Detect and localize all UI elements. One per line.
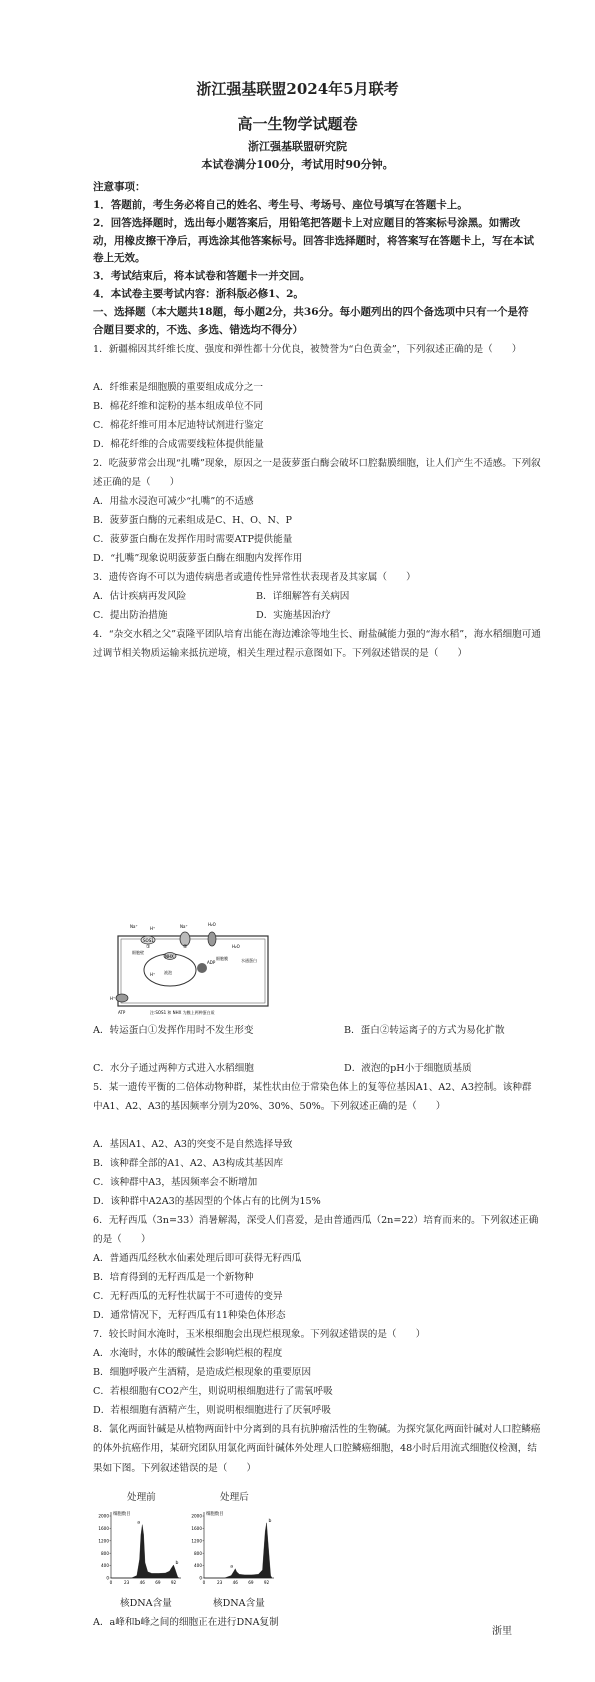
x-tick-label: 92 [263, 1580, 270, 1585]
notice-item-3: 3．考试结束后，将本试卷和答题卡一并交回。 [93, 270, 311, 282]
q5-stem: 5．某一遗传平衡的二倍体动物种群，某性状由位于常染色体上的复等位基因A1、A2、A3控制。该种群中A1、A2、A3的基因频率分别为20%、30%、50%。下列叙述正确的是（ ） [93, 1082, 532, 1113]
aquaporin-protein [208, 932, 216, 946]
atp-circle [197, 963, 207, 973]
xlabel-after: 核DNA含量 [213, 1598, 265, 1609]
q2-stem: 2．吃菠萝常会出现“扎嘴”现象，原因之一是菠萝蛋白酶会破坏口腔黏膜细胞，让人们产生不适感。下列叙述正确的是（ ） [93, 458, 541, 489]
peak-label-b: b [175, 1560, 179, 1566]
q4-stem: 4．“杂交水稻之父”袁隆平团队培育出能在海边滩涂等地生长、耐盐碱能力强的“海水稻”，海水稻细胞可通过调节相关物质运输来抵抗逆境，相关生理过程示意图如下。下列叙述错误的是（ ） [93, 629, 541, 660]
protein-label: 水通蛋白 [241, 958, 257, 963]
q8-stem: 8．氯化两面针碱是从植物两面针中分离到的具有抗肿瘤活性的生物碱。为探究氯化两面针碱对人口腔鳞癌的体外抗癌作用，某研究团队用氯化两面针碱体外处理人口腔鳞癌细胞，48小时后用流式细胞仪检测，结果如下图。下列叙述错误的是（ ） [93, 1424, 541, 1474]
q7-option-b: B．细胞呼吸产生酒精，是造成烂根现象的重要原因 [93, 1367, 312, 1378]
chart-title-before: 处理前 [127, 1492, 156, 1503]
na-label-2: Na⁺ [180, 924, 188, 929]
q4-option-d: D．液泡的pH小于细胞质基质 [344, 1063, 472, 1074]
q3-option-c: C．提出防治措施 [93, 610, 168, 621]
chart-before [95, 1508, 185, 1590]
q1-option-b: B．棉花纤维和淀粉的基本组成单位不同 [93, 401, 264, 412]
sos1-label: SOS1 [143, 938, 154, 943]
peak-label-a: a [230, 1564, 234, 1570]
q1-option-a: A．纤维素是细胞膜的重要组成成分之一 [93, 382, 264, 393]
vacuole-label: 液泡 [164, 970, 172, 975]
y-tick-label: 1600 [191, 1526, 202, 1531]
q6-option-d: D．通常情况下，无籽西瓜有11种染色体形态 [93, 1310, 286, 1321]
q6-option-a: A．普通西瓜经秋水仙素处理后即可获得无籽西瓜 [93, 1253, 302, 1264]
q2-option-c: C．菠萝蛋白酶在发挥作用时需要ATP提供能量 [93, 534, 293, 545]
y-tick-label: 2000 [98, 1513, 109, 1519]
x-tick-label: 46 [139, 1580, 145, 1585]
adp-label: ADP [207, 960, 216, 965]
q2-option-d: D．“扎嘴”现象说明菠萝蛋白酶在细胞内发挥作用 [93, 553, 303, 564]
q3-stem: 3．遗传咨询不可以为遗传病患者或遗传性异常性状表现者及其家属（ ） [93, 572, 416, 583]
histogram-area [111, 1525, 179, 1578]
q4-option-b: B．蛋白②转运离子的方式为易化扩散 [344, 1025, 505, 1036]
q4-option-c: C．水分子通过两种方式进入水稻细胞 [93, 1063, 254, 1074]
x-tick-label: 23 [123, 1580, 130, 1585]
histogram-area [204, 1523, 272, 1578]
peak-label-a: a [137, 1520, 141, 1526]
section-heading: 一、选择题（本大题共18题，每小题2分，共36分。每小题列出的四个备选项中只有一个是符合题目要求的，不选、多选、错选均不得分） [93, 306, 529, 336]
y-tick-label: 800 [194, 1550, 202, 1556]
y-axis-label: 细胞数目 [113, 1512, 131, 1517]
hplus-label-1: H⁺ [150, 926, 156, 931]
y-tick-label: 1200 [191, 1538, 202, 1544]
notice-item-2: 2．回答选择题时，选出每小题答案后，用铅笔把答题卡上对应题目的答案标号涂黑。如需改动，用橡皮擦干净后，再选涂其他答案标号。回答非选择题时，将答案写在答题卡上，写在本试卷上无效。 [93, 217, 534, 264]
x-tick-label: 69 [155, 1580, 161, 1585]
wall-label: 细胞壁 [132, 950, 144, 955]
y-tick-label: 400 [194, 1563, 202, 1569]
y-tick-label: 400 [101, 1563, 109, 1569]
cell-wall-outline [118, 936, 268, 1006]
marker-1: ① [146, 944, 151, 950]
y-tick-label: 800 [101, 1550, 109, 1556]
q4-option-a: A．转运蛋白①发挥作用时不发生形变 [93, 1025, 254, 1036]
q5-option-a: A．基因A1、A2、A3的突变不是自然选择导致 [93, 1139, 293, 1150]
q7-stem: 7．较长时间水淹时，玉米根细胞会出现烂根现象。下列叙述错误的是（ ） [93, 1329, 426, 1340]
q1-option-c: C．棉花纤维可用本尼迪特试剂进行鉴定 [93, 420, 264, 431]
hplus-label-3: H⁺ [110, 996, 116, 1001]
x-tick-label: 46 [232, 1580, 238, 1585]
y-tick-label: 1200 [98, 1538, 109, 1544]
chart-title-after: 处理后 [220, 1492, 249, 1503]
q4-diagram [110, 912, 280, 1020]
cell-membrane-outline [121, 939, 265, 1003]
q5-option-b: B．该种群全部的A1、A2、A3构成其基因库 [93, 1158, 284, 1169]
y-tick-label: 0 [199, 1575, 202, 1581]
h2o-label-1: H₂O [208, 922, 216, 927]
h2o-label-2: H₂O [232, 944, 240, 949]
y-tick-label: 2000 [191, 1513, 202, 1519]
membrane-label: 细胞膜 [216, 956, 228, 961]
diagram-caption: 注:SOS1 和 NHX 为膜上两种蛋白质 [150, 1010, 215, 1015]
q2-option-b: B．菠萝蛋白酶的元素组成是C、H、O、N、P [93, 515, 292, 526]
page-footer: 浙里 [492, 1626, 512, 1637]
q5-option-d: D．该种群中A2A3的基因型的个体占有的比例为15% [93, 1196, 321, 1207]
atp-label: ATP [118, 1010, 126, 1015]
x-tick-label: 23 [216, 1580, 223, 1585]
q7-option-c: C．若根细胞有CO2产生，则说明根细胞进行了需氧呼吸 [93, 1386, 333, 1397]
q3-option-d: D．实施基因治疗 [256, 610, 331, 621]
h-pump-protein [116, 994, 128, 1002]
q6-stem: 6．无籽西瓜（3n=33）消暑解渴，深受人们喜爱，是由普通西瓜（2n=22）培育而来的。下列叙述正确的是（ ） [93, 1215, 539, 1246]
q7-option-a: A．水淹时，水体的酸碱性会影响烂根的程度 [93, 1348, 283, 1359]
hplus-label-2: H⁺ [150, 972, 156, 977]
q1-option-d: D．棉花纤维的合成需要线粒体提供能量 [93, 439, 264, 450]
x-tick-label: 69 [248, 1580, 254, 1585]
na-label-1: Na⁺ [130, 924, 138, 929]
y-tick-label: 1600 [98, 1526, 109, 1531]
q7-option-d: D．若根细胞有酒精产生，则说明根细胞进行了厌氧呼吸 [93, 1405, 331, 1416]
notice-item-1: 1．答题前，考生务必将自己的姓名、考生号、考场号、座位号填写在答题卡上。 [93, 199, 468, 211]
exam-title: 浙江强基联盟2024年5月联考 [196, 80, 399, 98]
q6-option-b: B．培育得到的无籽西瓜是一个新物种 [93, 1272, 254, 1283]
marker-2: ② [183, 944, 188, 950]
xlabel-before: 核DNA含量 [120, 1598, 172, 1609]
x-tick-label: 0 [202, 1580, 206, 1585]
q3-option-a: A．估计疾病再发风险 [93, 591, 187, 602]
q8-option-a: A．a峰和b峰之间的细胞正在进行DNA复制 [93, 1617, 279, 1628]
x-tick-label: 92 [170, 1580, 177, 1585]
x-tick-label: 0 [109, 1580, 113, 1585]
q5-option-c: C．该种群中A3，基因频率会不断增加 [93, 1177, 258, 1188]
q1-stem: 1．新疆棉因其纤维长度、强度和弹性都十分优良，被赞誉为“白色黄金”，下列叙述正确的是（ ） [93, 344, 522, 355]
exam-subtitle: 高一生物学试题卷 [237, 115, 358, 133]
q6-option-c: C．无籽西瓜的无籽性状属于不可遗传的变异 [93, 1291, 283, 1302]
q2-option-a: A．用盐水浸泡可减少“扎嘴”的不适感 [93, 496, 254, 507]
chart-after [188, 1508, 278, 1590]
exam-meta: 本试卷满分100分，考试用时90分钟。 [201, 158, 394, 171]
notice-heading: 注意事项： [93, 181, 146, 193]
q3-option-b: B．详细解答有关病因 [256, 591, 350, 602]
y-tick-label: 0 [106, 1575, 109, 1581]
exam-org: 浙江强基联盟研究院 [248, 140, 347, 153]
y-axis-label: 细胞数目 [206, 1512, 224, 1517]
peak-label-b: b [268, 1518, 272, 1524]
notice-item-4: 4．本试卷主要考试内容：浙科版必修1、2。 [93, 288, 304, 300]
nhx-label: NHX [165, 954, 174, 959]
